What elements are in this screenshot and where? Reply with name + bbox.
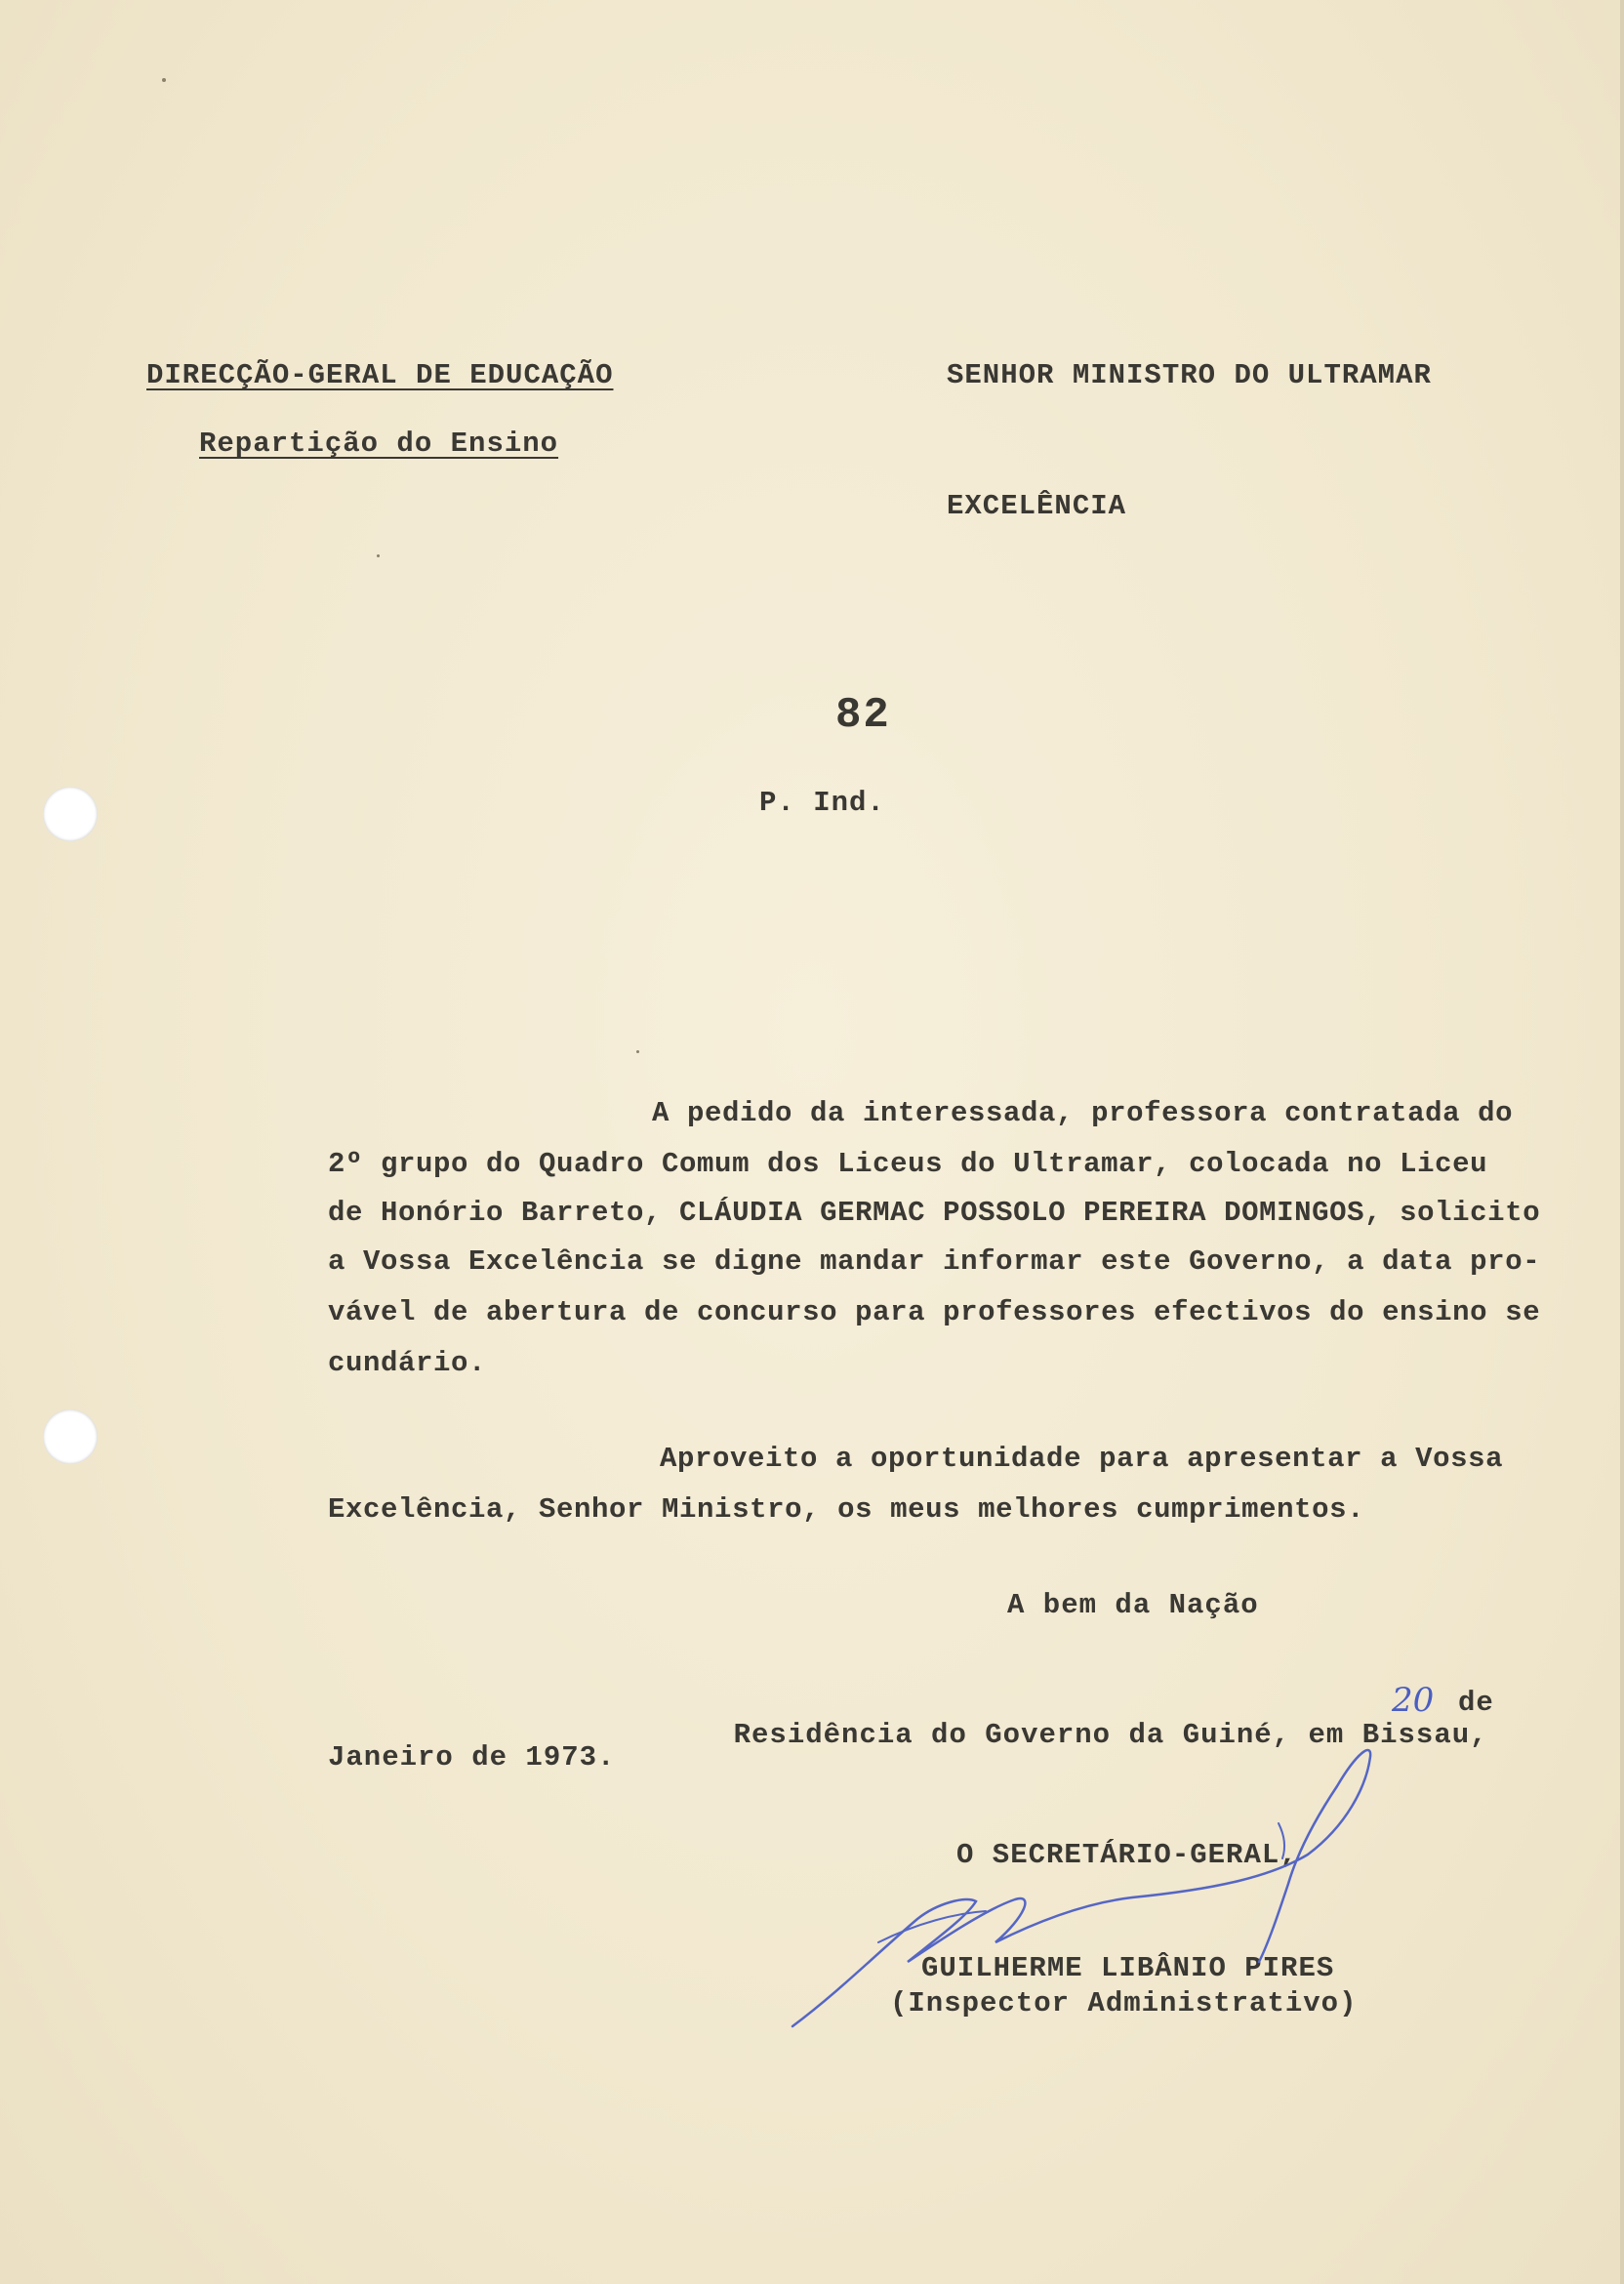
addressee: SENHOR MINISTRO DO ULTRAMAR [947,359,1432,391]
signatory-name: GUILHERME LIBÂNIO PIRES [921,1952,1335,1984]
body-line: cundário. [328,1347,487,1379]
body-line: Excelência, Senhor Ministro, os meus melhores cumprimentos. [328,1493,1365,1526]
place-text: Residência do Governo da Guiné, em Bissau, [733,1719,1488,1751]
reference-code: P. Ind. [759,787,885,819]
date-line: Janeiro de 1973. [328,1741,616,1774]
department-heading: DIRECÇÃO-GERAL DE EDUCAÇÃO [146,359,614,391]
body-line: A pedido da interessada, professora contratada do [652,1097,1514,1129]
handwritten-day: 20 [1392,1681,1435,1720]
signatory-title: O SECRETÁRIO-GERAL, [956,1839,1298,1871]
closing-formula: A bem da Nação [1007,1589,1259,1621]
place-line-end: de [1458,1687,1494,1719]
signature-stroke [1279,1823,1284,1858]
body-line: Aproveito a oportunidade para apresentar a Vossa [660,1443,1504,1475]
body-line: de Honório Barreto, CLÁUDIA GERMAC POSSOLO PEREIRA DOMINGOS, solicito [328,1197,1541,1229]
signatory-role: (Inspector Administrativo) [890,1987,1358,2019]
body-line: a Vossa Excelência se digne mandar informar este Governo, a data pro- [328,1245,1541,1278]
salutation: EXCELÊNCIA [947,490,1127,522]
body-line: vável de abertura de concurso para professores efectivos do ensino se [328,1296,1541,1328]
section-heading: Repartição do Ensino [199,428,559,460]
reference-number: 82 [835,691,891,740]
signature-stroke [792,1750,1370,2026]
body-line: 2º grupo do Quadro Comum dos Liceus do Ultramar, colocada no Liceu [328,1148,1488,1180]
